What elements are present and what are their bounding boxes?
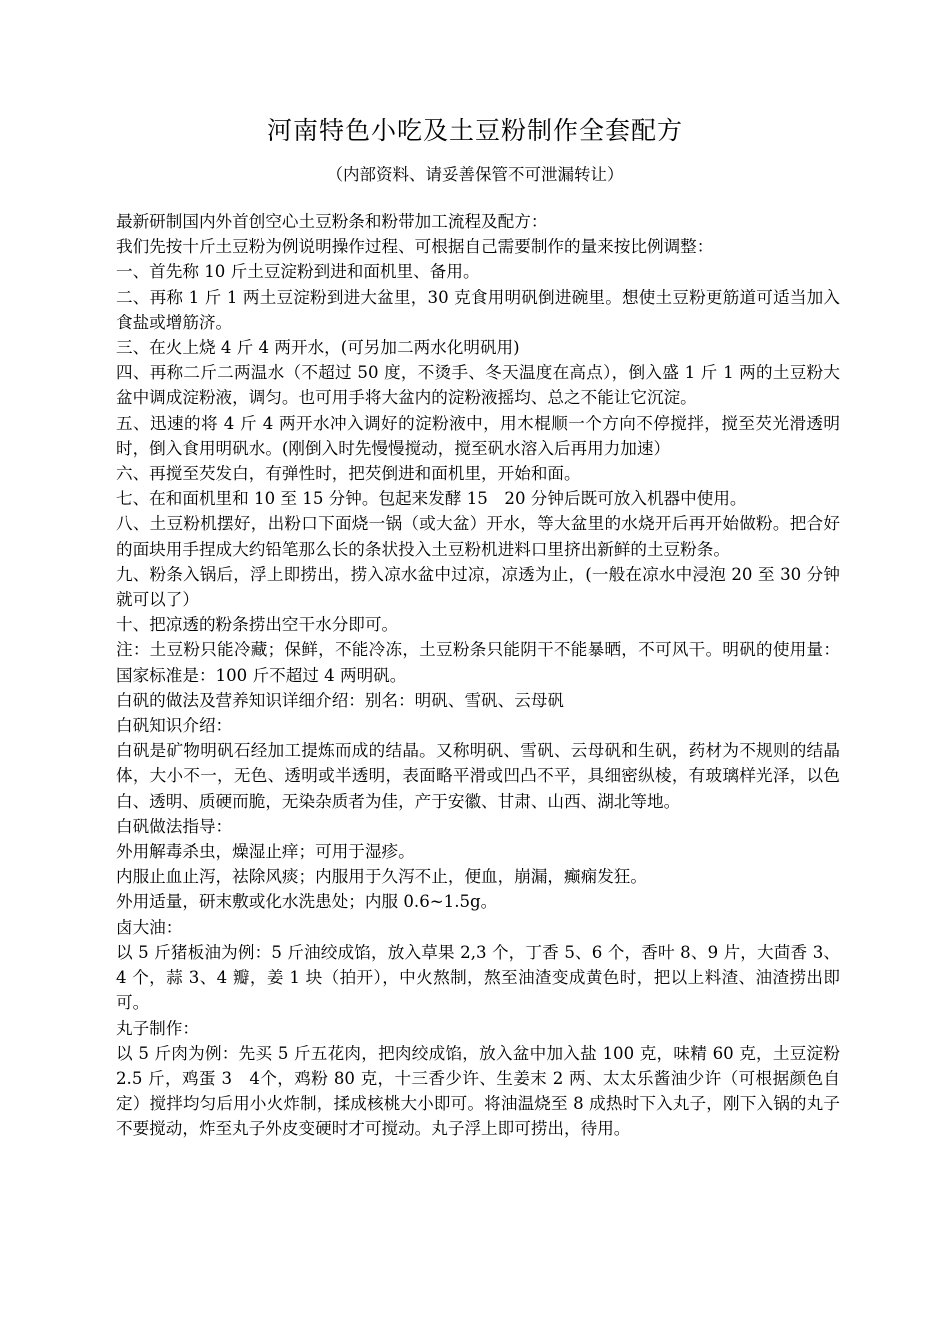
paragraph-step-6: 六、再搅至芡发白，有弹性时，把芡倒进和面机里，开始和面。 bbox=[116, 464, 581, 484]
paragraph-alum-usage-internal: 内服止血止泻，祛除风痰；内服用于久泻不止，便血，崩漏，癫痫发狂。 bbox=[116, 867, 647, 887]
document-title: 河南特色小吃及土豆粉制作全套配方 bbox=[266, 116, 683, 145]
paragraph-alum-knowledge-heading: 白矾知识介绍： bbox=[116, 716, 233, 736]
paragraph-step-8: 八、土豆粉机摆好，出粉口下面烧一锅（或大盆）开水，等大盆里的水烧开后再开始做粉。把合好的面块用手捏成大约铅笔那么长的条状投入土豆粉机进料口里挤出新鲜的土豆粉条。 bbox=[116, 514, 840, 559]
paragraph-step-2: 二、再称 1 斤 1 两土豆淀粉到进大盆里，30 克食用明矾倒进碗里。想使土豆粉更筋道可适当加入食盐或增筋济。 bbox=[116, 287, 840, 332]
paragraph-lard-recipe: 以 5 斤猪板油为例：5 斤油绞成馅，放入草果 2,3 个，丁香 5、6 个，香叶 8、9 片，大茴香 3、4 个，蒜 3、4 瓣，姜 1 块（拍开），中火熬制，熬至油渣变成黄色时，把以上料渣、油渣捞出即可。 bbox=[116, 942, 840, 1013]
paragraph-alum-usage-external: 外用解毒杀虫，燥湿止痒；可用于湿疹。 bbox=[116, 842, 415, 862]
paragraph-step-5: 五、迅速的将 4 斤 4 两开水冲入调好的淀粉液中，用木棍顺一个方向不停搅拌，搅至芡光滑透明时，倒入食用明矾水。(刚倒入时先慢慢搅动，搅至矾水溶入后再用力加速） bbox=[116, 413, 840, 458]
paragraph-note: 注：土豆粉只能冷藏；保鲜，不能冷冻，土豆粉条只能阴干不能暴晒，不可风干。明矾的使用量：国家标准是：100 斤不超过 4 两明矾。 bbox=[116, 640, 840, 685]
paragraph-intro-2: 我们先按十斤土豆粉为例说明操作过程、可根据自己需要制作的量来按比例调整： bbox=[116, 237, 714, 257]
paragraph-alum-heading: 白矾的做法及营养知识详细介绍：别名：明矾、雪矾、云母矾 bbox=[116, 690, 565, 710]
paragraph-intro-1: 最新研制国内外首创空心土豆粉条和粉带加工流程及配方： bbox=[116, 212, 548, 231]
document-body bbox=[116, 209, 840, 1142]
paragraph-step-7: 七、在和面机里和 10 至 15 分钟。包起来发酵 15 20 分钟后既可放入机器中使用。 bbox=[116, 489, 747, 509]
paragraph-step-4: 四、再称二斤二两温水（不超过 50 度，不烫手、冬天温度在高点），倒入盛 1 斤 1 两的土豆粉大盆中调成淀粉液，调匀。也可用手将大盆内的淀粉液摇均、总之不能让它沉淀。 bbox=[116, 363, 840, 408]
paragraph-lard-heading: 卤大油： bbox=[116, 917, 183, 937]
paragraph-step-9: 九、粉条入锅后，浮上即捞出，捞入凉水盆中过凉，凉透为止，(一般在凉水中浸泡 20 至 30 分钟就可以了） bbox=[116, 564, 840, 610]
paragraph-meatball-heading: 丸子制作： bbox=[116, 1018, 199, 1038]
paragraph-meatball-recipe: 以 5 斤肉为例：先买 5 斤五花肉，把肉绞成馅，放入盆中加入盐 100 克，味精 60 克，土豆淀粉 2.5 斤，鸡蛋 3 4个，鸡粉 80 克，十三香少许、生姜末 2 两、太太乐酱油少许（可根据颜色自定）搅拌均匀后用小火炸制，揉成核桃大小即可。将油温烧至 8 成热时下入丸子，刚下入锅的丸子不要搅动，炸至丸子外皮变硬时才可搅动。丸子浮上即可捞出，待用。 bbox=[116, 1043, 840, 1139]
paragraph-alum-dosage: 外用适量，研末敷或化水洗患处；内服 0.6~1.5g。 bbox=[116, 892, 498, 912]
paragraph-alum-usage-heading: 白矾做法指导： bbox=[116, 816, 233, 836]
paragraph-step-1: 一、首先称 10 斤土豆淀粉到进和面机里、备用。 bbox=[116, 262, 480, 282]
paragraph-alum-knowledge: 白矾是矿物明矾石经加工提炼而成的结晶。又称明矾、雪矾、云母矾和生矾，药材为不规则的结晶体，大小不一，无色、透明或半透明，表面略平滑或凹凸不平，具细密纵棱，有玻璃样光泽，以色白、透明、质硬而脆，无染杂质者为佳，产于安徽、甘肃、山西、湖北等地。 bbox=[116, 741, 840, 811]
paragraph-step-10: 十、把凉透的粉条捞出空干水分即可。 bbox=[116, 615, 399, 635]
document-subtitle: （内部资料、请妥善保管不可泄漏转让） bbox=[326, 165, 624, 184]
paragraph-step-3: 三、在火上烧 4 斤 4 两开水，(可另加二两水化明矾用) bbox=[116, 338, 520, 358]
